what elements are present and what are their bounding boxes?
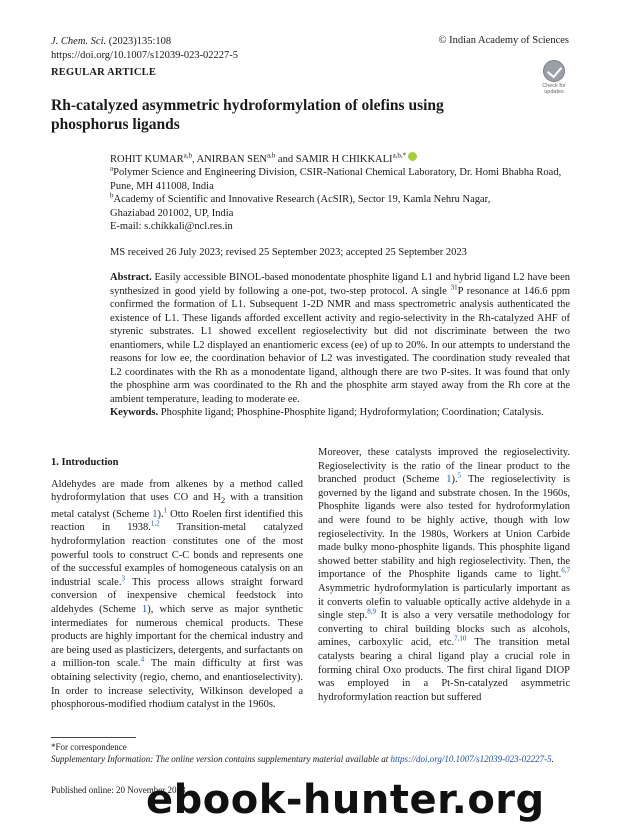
author-affiliation-mark: a,b <box>183 151 192 160</box>
reference-link[interactable]: 3 <box>121 574 125 583</box>
scheme-link[interactable]: 1 <box>152 508 158 520</box>
scheme-link[interactable]: 1 <box>446 474 452 486</box>
check-for-updates-badge[interactable] <box>539 60 569 95</box>
intro-paragraph: Moreover, these catalysts improved the regioselectivity. Regioselectivity is the ratio of the linear product to the branched product (Scheme 1).$^5$ The regioselectivity is governed by the ligand and substrate chosen. In the 1960s, Phosphite ligands were also tested for hydroformylation and were found to be highly active, though with low regioselectivity. In the 1980s, Workers at Union Carbide made bulky mono-phosphite ligands. This phosphite ligand showed better stability and high regioselectivity. Then, the importance of the Phosphite ligands came to light.$^{6,7}$ Asymmetric hydroformylation is particularly important as it converts olefin to valuable optically active aldehyde in a single step.$^{8,9}$ It is also a very versatile methodology for converting to chiral building blocks such as alcohols, amines, carboxylic acid, etc.$^{7,10}$ The transition metal catalysts bearing a chiral ligand play a crucial role in forming chiral Oxo products. The first chiral ligand DIOP was employed in a Pt-Sn-catalyzed asymmetric hydroformylation reaction but suffered <box>318 447 570 703</box>
reference-link[interactable]: 5 <box>457 471 462 480</box>
intro-paragraph: Aldehydes are made from alkenes by a method called hydroformylation that uses CO and $H_2$ with a transition metal catalyst (Scheme 1).$^1$ Otto Roelen first identified this reaction in 1938.$^{1,2}$ Transition-metal catalyzed hydroformylation reaction constitutes one of the most powerful tools to construct C-C bonds and represents one of the successful examples of homogeneous catalysis on an industrial scale.$^3$ This process allows straight forward conversion of inexpensive chemical feedstock into aldehydes (Scheme 1), which serve as major synthetic intermediates for numerous chemical products. These products are highly important for the chemical industry and are being used as plasticizers, detergents, and surfactants on a million-ton scale.$^4$ The main difficulty at first was obtaining selectivity (regio, chemo, and enantioselectivity). In order to increase selectivity, Wilkinson developed a phosphorous-modified rhodium catalyst in the 1960s. <box>51 478 304 711</box>
intro-column-left <box>51 456 303 712</box>
reference-link[interactable]: 4 <box>140 655 145 664</box>
reference-link[interactable]: 8,9 <box>367 607 377 616</box>
article-title: Rh-catalyzed asymmetric hydroformylation of olefins using phosphorus ligands <box>51 97 444 133</box>
watermark: ebook-hunter.org <box>146 777 545 823</box>
author-name: ANIRBAN SEN <box>196 154 267 165</box>
supplementary-note: Supplementary Information: The online version contains supplementary material available at https://doi.org/10.1007/s12039-023-02227-5. <box>51 754 554 764</box>
scheme-link[interactable]: 1 <box>141 604 148 616</box>
keywords-text: Phosphite ligand; Phosphine-Phosphite ligand; Hydroformylation; Coordination; Catalysis. <box>158 407 544 418</box>
isotope-superscript: 31 <box>450 283 458 291</box>
affiliation-mark: a <box>110 164 114 173</box>
abstract <box>110 271 570 406</box>
reference-link[interactable]: 1,2 <box>150 519 160 528</box>
copyright-notice: © Indian Academy of Sciences <box>438 35 569 46</box>
manuscript-dates: MS received 26 July 2023; revised 25 September 2023; accepted 25 September 2023 <box>110 247 467 258</box>
keywords <box>110 406 570 420</box>
author-email[interactable]: E-mail: s.chikkali@ncl.res.in <box>110 221 233 232</box>
author-name: SAMIR H CHIKKALI <box>295 154 393 165</box>
author-affiliation-mark: a,b <box>266 151 276 160</box>
journal-name: J. Chem. Sci. <box>51 36 107 47</box>
journal-header <box>51 35 238 63</box>
doi-link[interactable]: https://doi.org/10.1007/s12039-023-02227-5 <box>51 50 239 61</box>
abstract-text: Easily accessible BINOL-based monodentate phosphite ligand L1 and hybrid ligand L2 have been synthesized in good yield by following a one-pot, two-step protocol. A single <box>110 272 570 297</box>
reference-link[interactable]: 1 <box>163 506 168 515</box>
affiliation-mark: b <box>110 191 114 200</box>
abstract-text: P resonance at 146.6 ppm confirmed the formation of L1. Subsequent 1-2D NMR and mass spectrometric analysis authenticated the existence of L1. These ligands afforded excellent activity and regio-selectivity in the Rh-catalyzed AHF of styrenic substrates. L1 showed excellent regioselectivity but did not discriminate between the two enantiomers, while L2 displayed an enantiomeric excess (ee) of up to 20%. In our attempts to understand the reasons for low ee, the coordination behavior of L2 was investigated. The coordination study revealed that L2 coordinates with the Rh as a monodentate ligand, although there are two P-sites. It was found that only the phosphine arm was coordinated to the Rh and the phosphite arm stayed away from the Rh core at the ambient temperature, leading to moderate ee. <box>110 285 571 405</box>
badge-label: Check for updates <box>542 83 566 95</box>
author-conjunction: and <box>275 154 296 165</box>
keywords-label: Keywords. <box>110 407 159 418</box>
footnote-divider <box>51 737 136 738</box>
orcid-icon[interactable] <box>408 152 417 161</box>
abstract-label: Abstract. <box>110 272 152 283</box>
affiliations <box>110 166 570 234</box>
author-affiliation-mark: a,b,* <box>392 151 407 160</box>
correspondence-note: *For correspondence <box>51 742 127 752</box>
supplementary-link[interactable]: https://doi.org/10.1007/s12039-023-02227-5 <box>390 754 552 764</box>
article-type: REGULAR ARTICLE <box>51 67 157 78</box>
reference-link[interactable]: 6,7 <box>561 566 570 575</box>
affiliation-text: Academy of Scientific and Innovative Research (AcSIR), Sector 19, Kamla Nehru Nagar, <box>113 194 491 205</box>
published-date: Published online: 20 November 2023 <box>51 785 186 795</box>
footnotes <box>51 741 571 765</box>
affiliation-text: Pune, MH 411008, India <box>110 180 214 192</box>
journal-citation: (2023)135:108 <box>106 36 172 47</box>
section-heading: 1. Introduction <box>51 457 119 468</box>
check-icon <box>543 60 565 82</box>
author-list: ROHIT KUMAR$^{a,b}$, ANIRBAN SEN$^{a,b}$ and SAMIR H $CHIKKALI^{a,b,*}$ <box>110 152 570 167</box>
reference-link[interactable]: 7,10 <box>454 634 467 643</box>
author-name: ROHIT KUMAR <box>110 154 184 165</box>
affiliation-text: Polymer Science and Engineering Division, CSIR-National Chemical Laboratory, Dr. Homi Bhabha Road, <box>113 167 562 178</box>
intro-column-right <box>318 446 570 704</box>
affiliation-text: Ghaziabad 201002, UP, India <box>110 207 234 219</box>
